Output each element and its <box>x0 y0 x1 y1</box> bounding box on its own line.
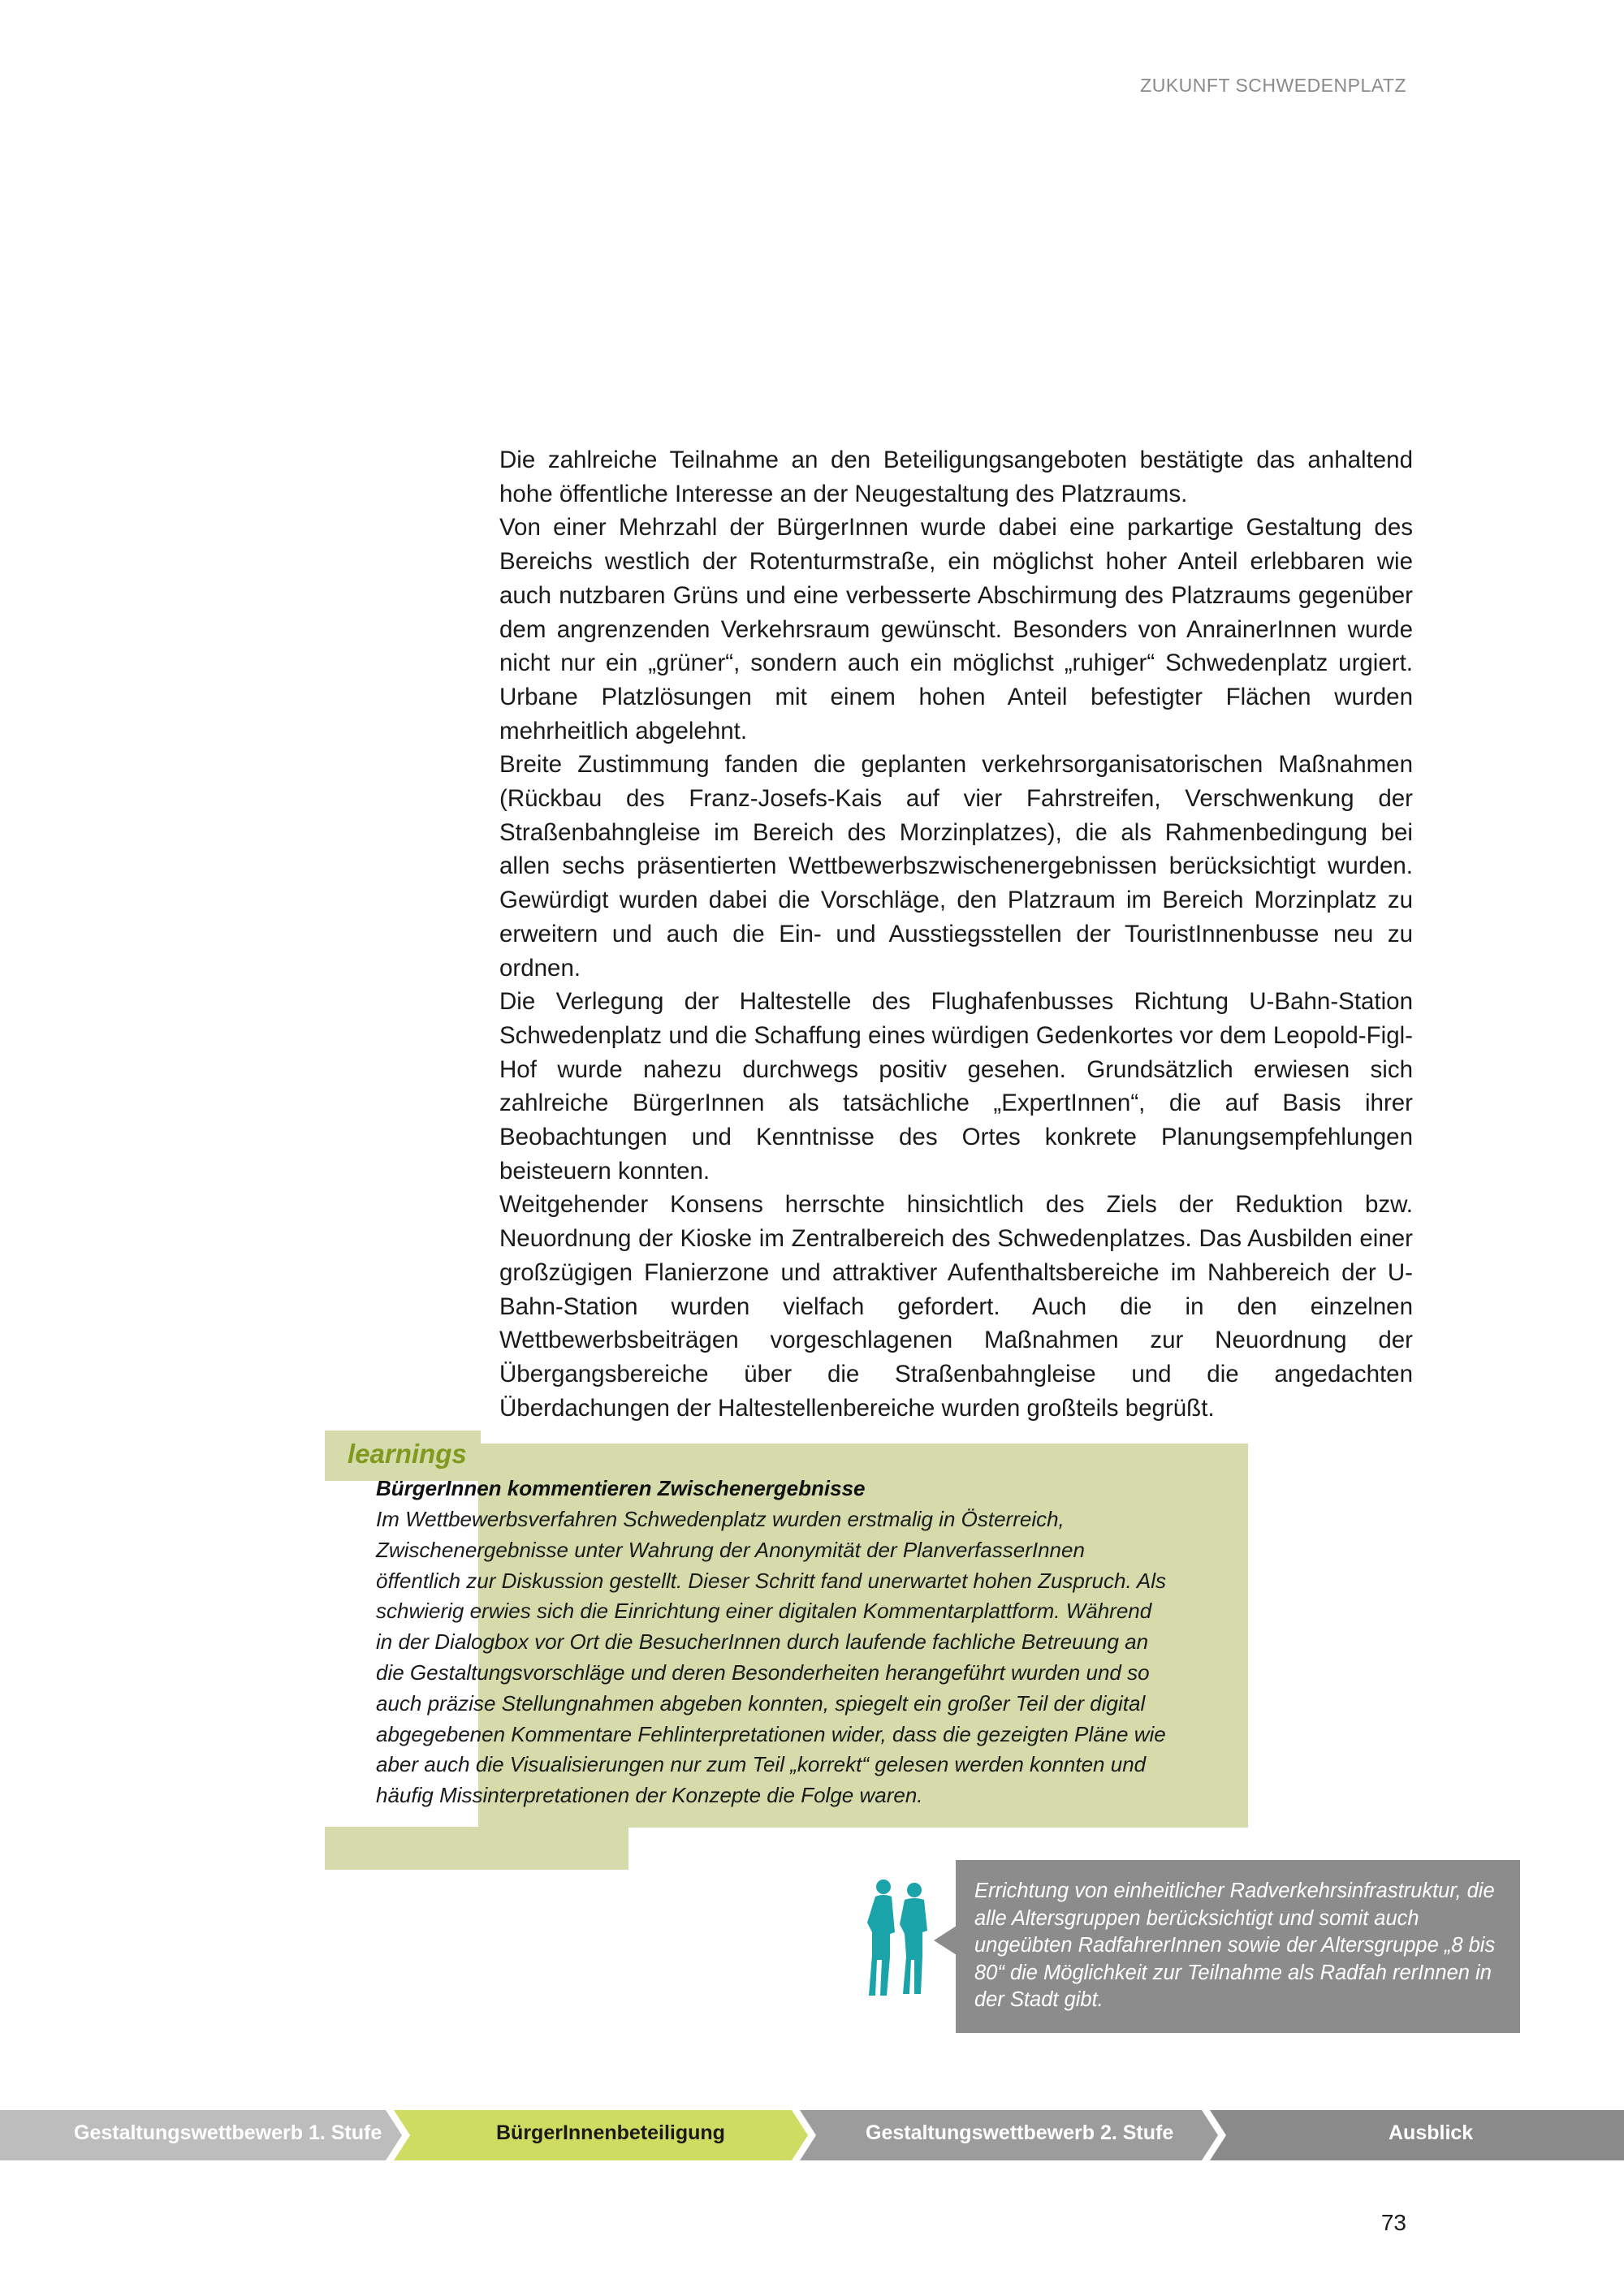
speech-bubble-tail <box>934 1926 957 1955</box>
paragraph: Von einer Mehrzahl der BürgerInnen wurde dabei eine parkartige Gestaltung des Bereichs westlich der Rotenturmstraße, ein möglichst hoher Anteil erlebbaren wie auch nutzbaren Grüns und eine verbesserte Abschirmung des Platzraums gegenüber dem angrenzenden Verkehrsraum gewünscht. Besonders von AnrainerInnen wurde nicht nur ein „grüner“, sondern auch ein möglichst „ruhiger“ Schwedenplatz urgiert. Urbane Platzlösungen mit einem hohen Anteil befestigter Flächen wurden mehrheitlich abgelehnt. <box>499 514 1413 744</box>
learnings-label: learnings <box>348 1439 467 1469</box>
running-header: ZUKUNFT SCHWEDENPLATZ <box>1140 75 1406 96</box>
page-number: 73 <box>1380 2210 1406 2235</box>
learnings-text: Im Wettbewerbsverfahren Schwedenplatz wurden erstmalig in Österreich, Zwischenergebnisse unter Wahrung der Anonymität der PlanverfasserInnen öffentlich zur Diskussion gestellt. Dieser Schritt fand unerwartet hohen Zuspruch. Als schwierig erwies sich die Einrichtung einer digitalen Kommentarplattform. Während in der Dialogbox vor Ort die BesucherInnen durch laufende fachliche Betreuung an die Gestaltungsvorschläge und deren Besonderheiten herangeführt wurden und so auch präzise Stellungnahmen abgeben konnten, spiegelt ein großer Teil der digital abgegebenen Kommentare Fehlinterpretationen wider, dass die gezeigten Pläne wie aber auch die Visualisierungen nur zum Teil „korrekt“ gelesen werden konnten und häufig Missinterpretationen der Konzepte die Folge waren. <box>376 1507 1167 1808</box>
nav-step-3-label[interactable]: Gestaltungswettbewerb 2. Stufe <box>866 2121 1174 2144</box>
main-text <box>499 443 1413 1425</box>
nav-step-1-label[interactable]: Gestaltungswettbewerb 1. Stufe <box>74 2121 382 2144</box>
paragraph: Die Verlegung der Haltestelle des Flughafenbusses Richtung U-Bahn-Station Schwedenplatz und die Schaffung eines würdigen Gedenkortes vor dem Leopold-Figl-Hof wurde nahezu durchwegs positiv gesehen. Grundsätzlich erwiesen sich zahlreiche BürgerInnen als tatsächliche „ExpertInnen“, die auf Basis ihrer Beobachtungen und Kenntnisse des Ortes konkrete Planungsempfehlungen beisteuern konnten. <box>499 988 1413 1185</box>
paragraph: Weitgehender Konsens herrschte hinsichtlich des Ziels der Reduktion bzw. Neuordnung der Kioske im Zentralbereich des Schwedenplatzes. Das Ausbilden einer großzügigen Flanierzone und attraktiver Aufenthaltsbereiche im Nahbereich der U-Bahn-Station wurden vielfach gefordert. Auch die in den einzelnen Wettbewerbsbeiträgen vorgeschlagenen Maßnahmen zur Neuordnung der Übergangsbereiche über die Straßenbahngleise und die angedachten Überdachungen der Haltestellenbereiche wurden großteils begrüßt. <box>499 1191 1413 1422</box>
nav-step-2-label[interactable]: BürgerInnenbeteiligung <box>496 2121 725 2144</box>
paragraph: Die zahlreiche Teilnahme an den Beteiligungsangeboten bestätigte das anhaltend hohe öffentliche Interesse an der Neugestaltung des Platzraums. <box>499 447 1413 507</box>
learnings-title: BürgerInnen kommentieren Zwischenergebnisse <box>376 1476 866 1500</box>
citizens-icon <box>853 1875 942 1997</box>
quote-text: Errichtung von einheitlicher Radverkehrsinfrastruktur, die alle Altersgruppen berücksichtigt und somit auch ungeübten RadfahrerInnen sowie der Altersgruppe „8 bis 80“ die Möglichkeit zur Teilnahme als Radfah rerInnen in der Stadt gibt. <box>974 1880 1496 2011</box>
nav-step-4-label[interactable]: Ausblick <box>1389 2121 1474 2144</box>
learnings-box-foot <box>325 1827 628 1870</box>
paragraph: Breite Zustimmung fanden die geplanten verkehrsorganisatorischen Maßnahmen (Rückbau des Franz-Josefs-Kais auf vier Fahrstreifen, Verschwenkung der Straßenbahngleise im Bereich des Morzinplatzes), die als Rahmenbedingung bei allen sechs präsentierten Wettbewerbszwischenergebnissen berücksichtigt wurden. Gewürdigt wurden dabei die Vorschläge, den Platzraum im Bereich Morzinplatz zu erweitern und auch die Ein- und Ausstiegsstellen der TouristInnenbusse neu zu ordnen. <box>499 751 1413 982</box>
